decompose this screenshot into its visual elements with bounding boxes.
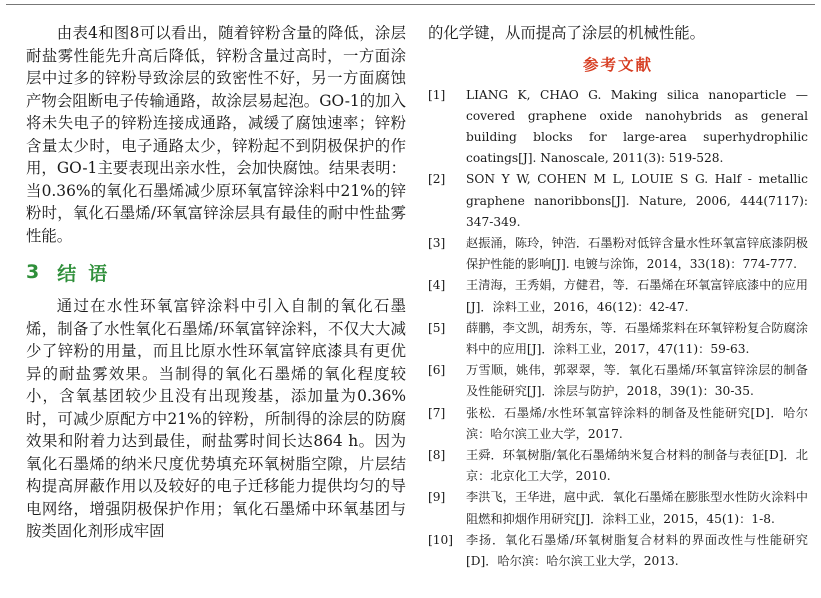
paragraph-continuation: 的化学键，从而提高了涂层的机械性能。 bbox=[428, 24, 706, 42]
paragraph-results: 由表4和图8可以看出，随着锌粉含量的降低，涂层耐盐雾性能先升高后降低，锌粉含量过高时，一方面涂层中过多的锌粉导致涂层的致密性不好，另一方面腐蚀产物会阻断电子传输通路，故涂层易起泡。GO-1的加入将未失电子的锌粉连接成通路，减缓了腐蚀速率；锌粉含量太少时，电子通路太少，锌粉起不到阴极保护的作用，GO-1主要表现出亲水性，会加快腐蚀。结果表明：当0.36%的氧化石墨烯减少原环氧富锌涂料中21%的锌粉时，氧化石墨烯/环氧富锌涂层具有最佳的耐中性盐雾性能。 bbox=[26, 24, 406, 245]
reference-number: [8] bbox=[428, 447, 446, 462]
reference-text: 王舜．环氧树脂/氧化石墨烯纳米复合材料的制备与表征[D]．北京：北京化工大学，2010. bbox=[466, 447, 808, 484]
paragraph-conclusion: 通过在水性环氧富锌涂料中引入自制的氧化石墨烯，制备了水性氧化石墨烯/环氧富锌涂料，不仅大大减少了锌粉的用量，而且比原水性环氧富锌底漆具有更优异的耐盐雾效果。当制得的氧化石墨烯的氧化程度较小，含氧基团较少且没有出现羧基，添加量为0.36%时，可减少原配方中21%的锌粉，所制得的涂层的防腐效果和附着力达到最佳，耐盐雾时间长达864 h。因为氧化石墨烯的纳米尺度优势填充环氧树脂空隙，片层结构提高屏蔽作用以及较好的电子迁移能力提供均匀的导电网络，增强阴极保护作用；氧化石墨烯中环氧基团与胺类固化剂形成牢固 bbox=[26, 297, 406, 540]
reference-number: [5] bbox=[428, 320, 446, 335]
reference-item bbox=[428, 318, 808, 360]
reference-text: 李洪飞，王华进，扈中武．氧化石墨烯在膨胀型水性防火涂料中阻燃和抑烟作用研究[J]．涂料工业，2015，45(1)：1-8. bbox=[466, 490, 808, 526]
left-column bbox=[26, 22, 406, 543]
reference-item bbox=[428, 530, 808, 572]
reference-number: [1] bbox=[428, 87, 446, 102]
references-heading: 参考文献 bbox=[582, 55, 653, 74]
reference-text: 万雪顺，姚伟，郭翠翠，等．氧化石墨烯/环氧富锌涂层的制备及性能研究[J]．涂层与防护，2018，39(1)：30-35. bbox=[466, 363, 808, 399]
top-rule bbox=[6, 4, 815, 5]
reference-list bbox=[428, 85, 808, 573]
section-number: 3 bbox=[26, 261, 40, 283]
section-heading bbox=[26, 257, 406, 287]
reference-item bbox=[428, 169, 808, 233]
reference-text: 薛鹏，李文凯，胡秀东，等．石墨烯浆料在环氧锌粉复合防腐涂料中的应用[J]．涂料工业，2017，47(11)：59-63. bbox=[466, 320, 808, 356]
reference-item bbox=[428, 360, 808, 402]
reference-item bbox=[428, 445, 808, 487]
reference-number: [9] bbox=[428, 490, 446, 505]
reference-item bbox=[428, 403, 808, 445]
section-title: 结语 bbox=[57, 262, 120, 285]
reference-item bbox=[428, 233, 808, 275]
reference-text: 王清海，王秀娟，方健君，等．石墨烯在环氧富锌底漆中的应用[J]．涂料工业，2016，46(12)：42-47. bbox=[466, 278, 808, 314]
reference-item bbox=[428, 85, 808, 170]
reference-item bbox=[428, 487, 808, 529]
reference-number: [7] bbox=[428, 405, 446, 420]
reference-text: LIANG K, CHAO G. Making silica nanoparticle — covered graphene oxide nanohybrids as general building blocks for large-area superhydrophilic coatings[J]. Nanoscale, 2011(3): 519-528. bbox=[466, 87, 808, 166]
reference-text: 张松．石墨烯/水性环氧富锌涂料的制备及性能研究[D]．哈尔滨：哈尔滨工业大学，2017. bbox=[466, 405, 808, 441]
reference-text: 赵振涌，陈玲，钟浩．石墨粉对低锌含量水性环氧富锌底漆阴极保护性能的影响[J]. 电镀与涂饰，2014，33(18)：774-777. bbox=[466, 235, 808, 272]
reference-number: [10] bbox=[428, 532, 454, 547]
reference-number: [6] bbox=[428, 363, 446, 378]
reference-number: [2] bbox=[428, 172, 446, 187]
right-column bbox=[428, 22, 808, 572]
reference-number: [3] bbox=[428, 235, 446, 250]
reference-item bbox=[428, 275, 808, 317]
reference-text: 李扬．氧化石墨烯/环氧树脂复合材料的界面改性与性能研究[D]．哈尔滨：哈尔滨工业大学，2013. bbox=[466, 532, 808, 568]
reference-text: SON Y W, COHEN M L, LOUIE S G. Half - metallic graphene nanoribbons[J]. Nature, 2006, 444(7117): 347-349. bbox=[466, 172, 808, 229]
reference-number: [4] bbox=[428, 278, 446, 293]
